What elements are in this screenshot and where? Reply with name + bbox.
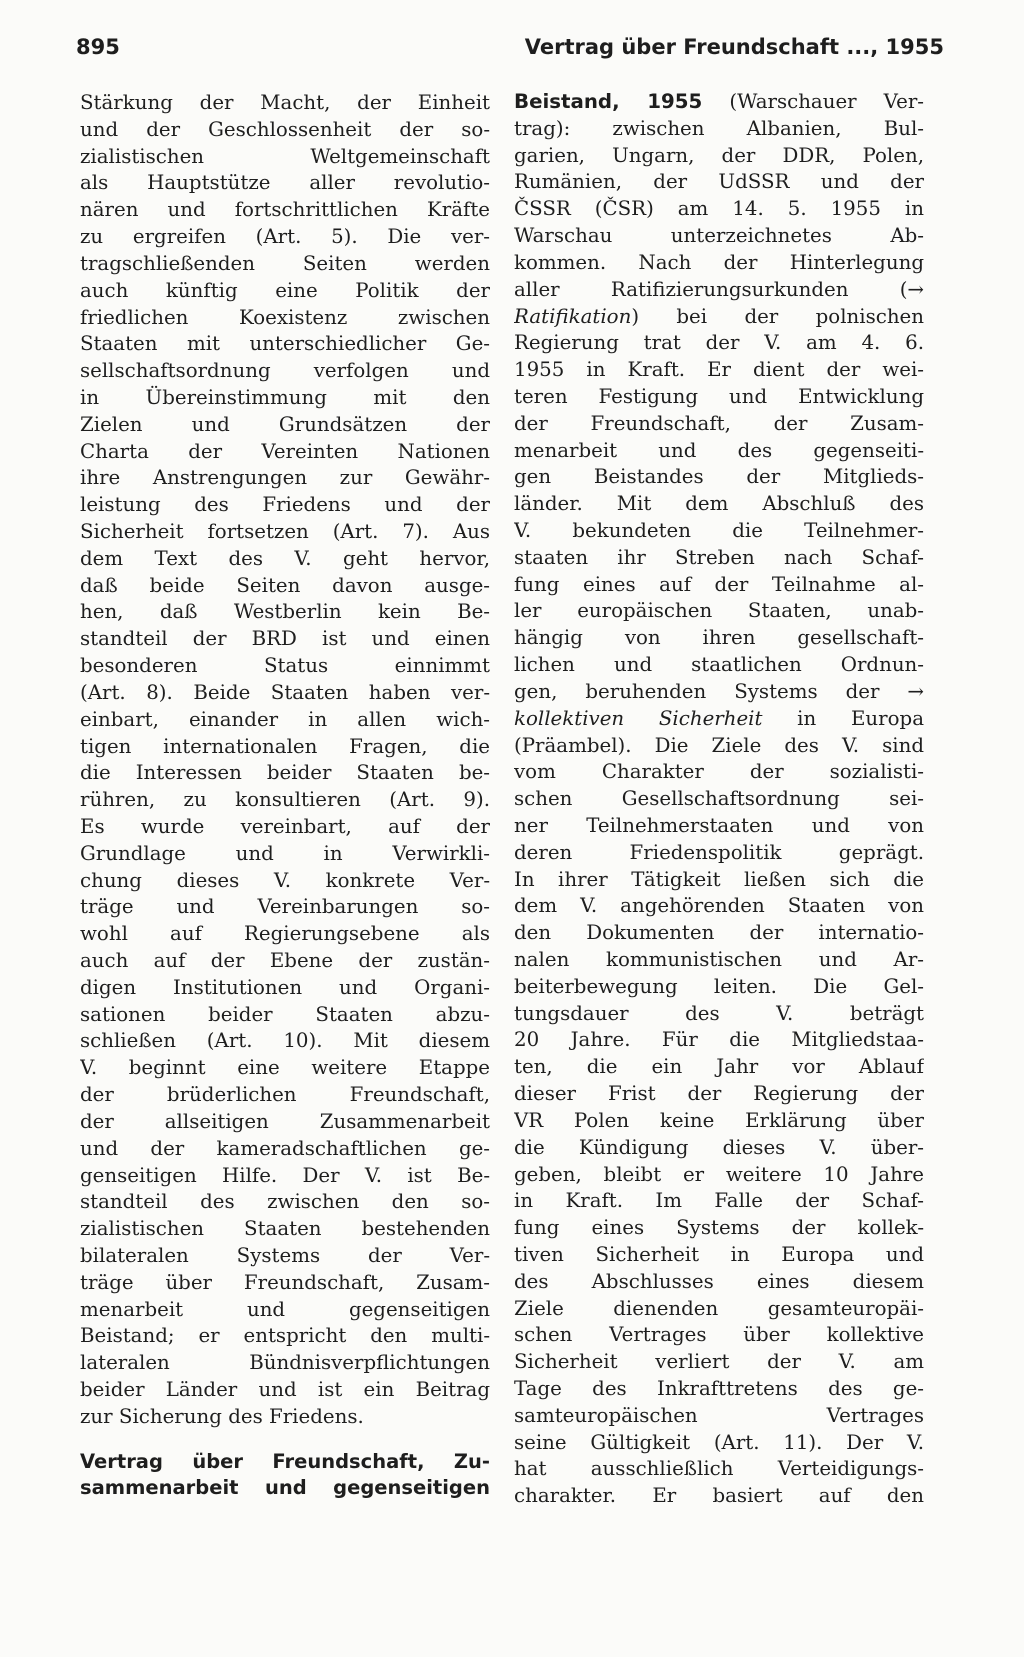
text-line: rühren, zu konsultieren (Art. 9).	[80, 788, 490, 812]
text-line: tragschließenden Seiten werden	[80, 251, 490, 275]
text-line: garien, Ungarn, der DDR, Polen,	[514, 143, 924, 167]
text-line: menarbeit und des gegenseiti-	[514, 438, 924, 462]
section-gap	[80, 1431, 490, 1449]
text-line: länder. Mit dem Abschluß des	[514, 492, 924, 516]
text-line: hat ausschließlich Verteidigungs-	[514, 1457, 924, 1481]
text-line: standteil des zwischen den so-	[80, 1190, 490, 1214]
text-line: schen Gesellschaftsordnung sei-	[514, 787, 924, 811]
text-line: menarbeit und gegenseitigen	[80, 1297, 490, 1321]
text-line: dieser Frist der Regierung der	[514, 1082, 924, 1106]
right-column	[514, 89, 924, 1510]
text-line: zialistischen Weltgemeinschaft	[80, 144, 490, 168]
text-line	[514, 706, 924, 733]
text-line: daß beide Seiten davon ausge-	[80, 573, 490, 597]
text-line: tungsdauer des V. beträgt	[514, 1001, 924, 1025]
text-line	[514, 89, 924, 116]
text-line: Warschau unterzeichnetes Ab-	[514, 224, 924, 248]
text-line: sationen beider Staaten abzu-	[80, 1002, 490, 1026]
text-line: lichen und staatlichen Ordnun-	[514, 653, 924, 677]
text-line: besonderen Status einnimmt	[80, 654, 490, 678]
text-line: nalen kommunistischen und Ar-	[514, 948, 924, 971]
text-line: und der kameradschaftlichen ge-	[80, 1136, 490, 1160]
text-line: In ihrer Tätigkeit ließen sich die	[514, 867, 924, 891]
cross-reference: kollektiven Sicherheit	[514, 706, 763, 730]
text-line: V. beginnt eine weitere Etappe	[80, 1056, 490, 1080]
text-line: zur Sicherung des Friedens.	[80, 1404, 364, 1428]
text-line	[514, 304, 924, 331]
text-line: beiterbewegung leiten. Die Gel-	[514, 974, 924, 998]
text-line: ner Teilnehmerstaaten und von	[514, 813, 924, 837]
text-block	[514, 733, 924, 1511]
text-line: wohl auf Regierungsebene als	[80, 922, 490, 946]
text-line: chung dieses V. konkrete Ver-	[80, 868, 490, 892]
text-line: Beistand; er entspricht den multi-	[80, 1324, 490, 1348]
text-line: Sicherheit verliert der V. am	[514, 1350, 924, 1374]
text-line: lateralen Bündnisverpflichtungen	[80, 1351, 490, 1375]
text-line: der allseitigen Zusammenarbeit	[80, 1109, 490, 1133]
text-line: (Art. 8). Beide Staaten haben ver-	[80, 680, 490, 704]
text-line: Charta der Vereinten Nationen	[80, 439, 490, 463]
text-line: träge und Vereinbarungen so-	[80, 895, 490, 919]
text-line: ČSSR (ČSR) am 14. 5. 1955 in	[514, 197, 924, 221]
text-line: einbart, einander in allen wich-	[80, 707, 490, 731]
text-line: ler europäischen Staaten, unab-	[514, 599, 924, 623]
text-line: leistung des Friedens und der	[80, 493, 490, 517]
running-title: Vertrag über Freundschaft ..., 1955	[524, 35, 944, 59]
text-line: gen Beistandes der Mitglieds-	[514, 465, 924, 489]
text-line: vom Charakter der sozialisti-	[514, 760, 924, 784]
text-line: dem Text des V. geht hervor,	[80, 546, 490, 570]
text-line: fung eines Systems der kollek-	[514, 1216, 924, 1240]
text-line: teren Festigung und Entwicklung	[514, 384, 924, 408]
text-line: Ziele dienenden gesamteuropäi-	[514, 1296, 924, 1320]
text-line: zialistischen Staaten bestehenden	[80, 1217, 490, 1241]
text-line: Grundlage und in Verwirkli-	[80, 841, 490, 865]
text-line: auch auf der Ebene der zustän-	[80, 949, 490, 972]
text-span: ) bei der polnischen	[631, 304, 924, 328]
text-line: hen, daß Westberlin kein Be-	[80, 600, 490, 624]
text-line: staaten ihr Streben nach Schaf-	[514, 545, 924, 569]
text-line: standteil der BRD ist und einen	[80, 627, 490, 651]
text-block	[514, 116, 924, 304]
text-line: Regierung trat der V. am 4. 6.	[514, 331, 924, 355]
text-line: der Freundschaft, der Zusam-	[514, 411, 924, 435]
text-span: (Warschauer Ver-	[702, 90, 924, 113]
cross-reference: Ratifikation	[514, 304, 632, 328]
text-line: (Präambel). Die Ziele des V. sind	[514, 733, 924, 757]
text-line: in Übereinstimmung mit den	[80, 385, 490, 409]
text-line: Sicherheit fortsetzen (Art. 7). Aus	[80, 520, 490, 543]
text-line: bilateralen Systems der Ver-	[80, 1243, 490, 1267]
text-line: beider Länder und ist ein Beitrag	[80, 1378, 490, 1401]
text-line: 1955 in Kraft. Er dient der wei-	[514, 358, 924, 382]
text-line: schließen (Art. 10). Mit diesem	[80, 1029, 490, 1053]
text-line: die Kündigung dieses V. über-	[514, 1135, 924, 1159]
text-line: charakter. Er basiert auf den	[514, 1484, 924, 1508]
text-line: nären und fortschrittlichen Kräfte	[80, 198, 490, 222]
text-line: Tage des Inkrafttretens des ge-	[514, 1377, 924, 1400]
page-number: 895	[76, 35, 120, 59]
entry-heading-line: sammenarbeit und gegenseitigen	[80, 1476, 490, 1500]
entry-heading-line: Vertrag über Freundschaft, Zu-	[80, 1449, 490, 1473]
text-line: V. bekundeten die Teilnehmer-	[514, 519, 924, 542]
text-line: dem V. angehörenden Staaten von	[514, 894, 924, 918]
text-line: hängig von ihren gesellschaft-	[514, 626, 924, 650]
text-line: friedlichen Koexistenz zwischen	[80, 305, 490, 329]
text-line: auch künftig eine Politik der	[80, 278, 490, 302]
text-line: kommen. Nach der Hinterlegung	[514, 250, 924, 274]
text-line: Es wurde vereinbart, auf der	[80, 814, 490, 838]
text-line: Stärkung der Macht, der Einheit	[80, 91, 490, 114]
text-line: Zielen und Grundsätzen der	[80, 412, 490, 436]
text-line: gen, beruhenden Systems der →	[514, 679, 924, 703]
text-line: ihre Anstrengungen zur Gewähr-	[80, 466, 490, 490]
text-line: aller Ratifizierungsurkunden (→	[514, 277, 924, 301]
text-line: seine Gültigkeit (Art. 11). Der V.	[514, 1430, 924, 1454]
text-line: trag): zwischen Albanien, Bul-	[514, 116, 924, 140]
text-line: den Dokumenten der internatio-	[514, 921, 924, 945]
text-line: ten, die ein Jahr vor Ablauf	[514, 1055, 924, 1079]
text-line: Staaten mit unterschiedlicher Ge-	[80, 332, 490, 356]
text-line: träge über Freundschaft, Zusam-	[80, 1270, 490, 1294]
text-line: der brüderlichen Freundschaft,	[80, 1083, 490, 1107]
entry-headword: Beistand, 1955	[514, 90, 703, 113]
text-line: Rumänien, der UdSSR und der	[514, 170, 924, 194]
left-column	[80, 90, 490, 1502]
text-line: 20 Jahre. Für die Mitgliedstaa-	[514, 1028, 924, 1052]
text-line: und der Geschlossenheit der so-	[80, 117, 490, 141]
text-line: tiven Sicherheit in Europa und	[514, 1242, 924, 1266]
text-line: VR Polen keine Erklärung über	[514, 1108, 924, 1132]
text-line: sellschaftsordnung verfolgen und	[80, 359, 490, 383]
text-line: geben, bleibt er weitere 10 Jahre	[514, 1162, 924, 1186]
text-line: samteuropäischen Vertrages	[514, 1403, 924, 1427]
text-line: deren Friedenspolitik geprägt.	[514, 840, 924, 864]
text-line: schen Vertrages über kollektive	[514, 1323, 924, 1347]
text-line: digen Institutionen und Organi-	[80, 975, 490, 999]
text-line: als Hauptstütze aller revolutio-	[80, 171, 490, 195]
text-line: des Abschlusses eines diesem	[514, 1269, 924, 1293]
text-span: in Europa	[762, 706, 924, 730]
text-line: fung eines auf der Teilnahme al-	[514, 572, 924, 596]
text-line: in Kraft. Im Falle der Schaf-	[514, 1189, 924, 1213]
text-line: genseitigen Hilfe. Der V. ist Be-	[80, 1163, 490, 1187]
text-block	[514, 330, 924, 705]
text-line: tigen internationalen Fragen, die	[80, 734, 490, 758]
text-line: zu ergreifen (Art. 5). Die ver-	[80, 225, 490, 249]
text-line: die Interessen beider Staaten be-	[80, 761, 490, 785]
